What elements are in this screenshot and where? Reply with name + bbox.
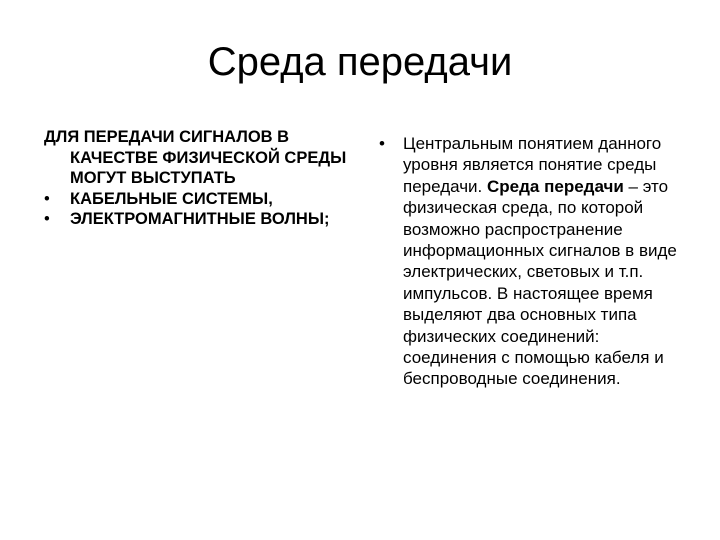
list-item-text: КАБЕЛЬНЫЕ СИСТЕМЫ, (70, 189, 273, 208)
definition-term: Среда передачи (487, 176, 624, 196)
left-intro-item (44, 127, 354, 189)
definition-paragraph (377, 133, 687, 390)
bullet-icon: • (44, 189, 50, 208)
list-item-text: ЭЛЕКТРОМАГНИТНЫЕ ВОЛНЫ; (70, 210, 330, 229)
list-item (44, 189, 354, 210)
definition-text-before: Центральным понятием данного уровня является понятие среды передачи. (403, 134, 662, 196)
slide-title: Среда передачи (207, 40, 513, 84)
right-column-list (377, 133, 687, 390)
bullet-icon: • (379, 134, 385, 153)
bullet-icon: • (44, 210, 50, 229)
left-intro-text: ДЛЯ ПЕРЕДАЧИ СИГНАЛОВ В КАЧЕСТВЕ ФИЗИЧЕСКОЙ СРЕДЫ МОГУТ ВЫСТУПАТЬ (44, 128, 347, 188)
definition-text-after: – это физическая среда, по которой возможно распространение информационных сигналов в виде электрических, световых и т.п. импульсов. В настоящее время выделяют два основных типа физических соединений: соединения с помощью кабеля и беспроводные соединения. (403, 176, 677, 389)
left-column-list (44, 127, 354, 230)
list-item (44, 209, 354, 230)
